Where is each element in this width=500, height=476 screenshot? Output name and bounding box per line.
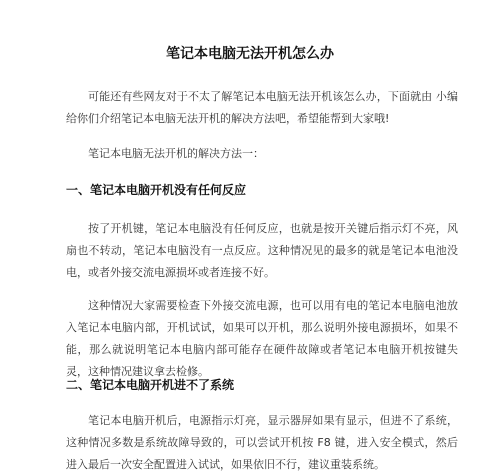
section-2-paragraph-1: 笔记本电脑开机后，电源指示灯亮，显示器屏如果有显示，但进不了系统，这种情况多数是系统故障导致的，可以尝试开机按 F8 键，进入安全模式，然后进入最后一次安全配置进入试试，如果依旧不行，建议重装系统。 — [66, 414, 458, 471]
intro-paragraph: 可能还有些网友对于不太了解笔记本电脑无法开机该怎么办，下面就由 小编给你们介绍笔记本电脑无法开机的解决方法吧，希望能帮到大家哦! — [66, 90, 458, 125]
section-1-paragraph-1: 按了开机键，笔记本电脑没有任何反应，也就是按开关键后指示灯不亮，风扇也不转动，笔记本电脑没有一点反应。这种情况见的最多的就是笔记本电池没电，或者外接交流电源损坏或者连接不好。 — [66, 222, 458, 279]
article-title: 笔记本电脑无法开机怎么办 — [166, 46, 334, 62]
section-heading-1: 一、笔记本电脑开机没有任何反应 — [66, 183, 247, 197]
section-heading-2: 二、笔记本电脑开机进不了系统 — [66, 378, 235, 392]
section-1-paragraph-2: 这种情况大家需要检查下外接交流电源，也可以用有电的笔记本电脑电池放入笔记本电脑内部，开机试试，如果可以开机，那么说明外接电源损坏，如果不能，那么就说明笔记本电脑内部可能存在硬件故障或者笔记本电脑开机按键失灵，这种情况建议拿去检修。 — [66, 299, 458, 378]
methods-label: 笔记本电脑无法开机的解决方法一： — [88, 147, 264, 160]
